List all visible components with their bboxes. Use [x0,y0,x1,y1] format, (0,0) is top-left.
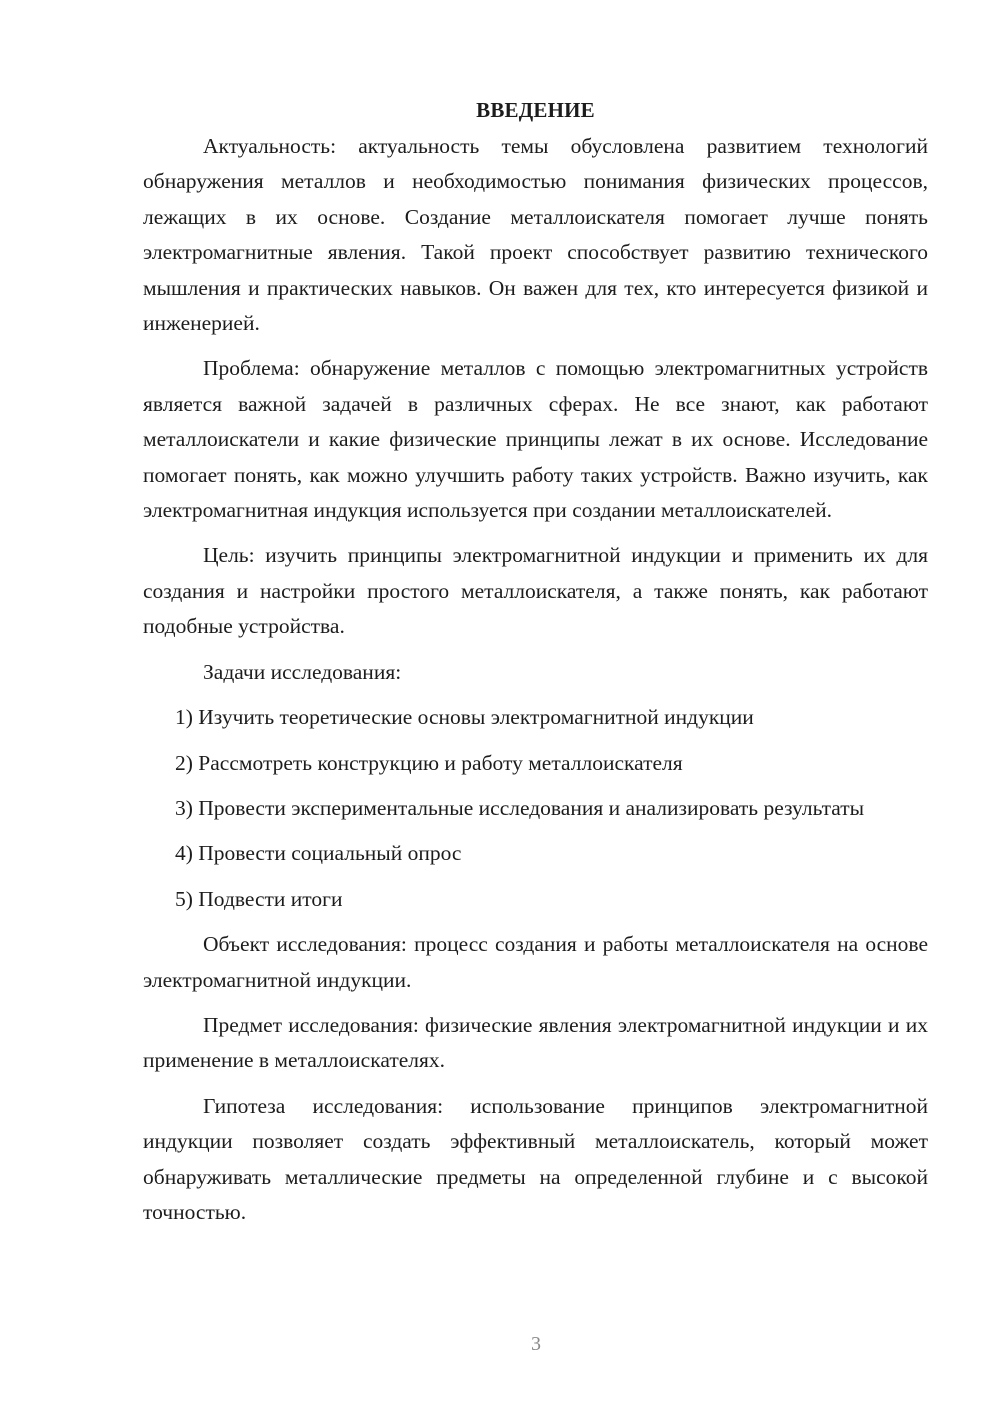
paragraph-hypothesis: Гипотеза исследования: использование принципов электромагнитной индукции позволяет создать эффективный металлоискатель, который может обнаруживать металлические предметы на определенной глубине и с высокой точностью. [143,1093,928,1224]
paragraph-subject: Предмет исследования: физические явления электромагнитной индукции и их применение в металлоискателях. [143,1012,928,1073]
paragraph-problem: Проблема: обнаружение металлов с помощью электромагнитных устройств является важной задачей в различных сферах. Не все знают, как работают металлоискатели и какие физические принципы лежат в их основе. Исследование помогает понять, как можно улучшить работу таких устройств. Важно изучить, как электромагнитная индукция используется при создании металлоискателей. [143,356,928,523]
tasks-heading: Задачи исследования: [203,659,402,684]
task-item-3: 3) Провести экспериментальные исследования и анализировать результаты [175,795,865,820]
document-body [143,92,928,1240]
task-item-1: 1) Изучить теоретические основы электромагнитной индукции [175,705,754,730]
paragraph-relevance: Актуальность: актуальность темы обусловлена развитием технологий обнаружения металлов и необходимостью понимания физических процессов, лежащих в их основе. Создание металлоискателя помогает лучше понять электромагнитные явления. Такой проект способствует развитию технического мышления и практических навыков. Он важен для тех, кто интересуется физикой и инженерией. [143,134,928,336]
paragraph-goal: Цель: изучить принципы электромагнитной индукции и применить их для создания и настройки простого металлоискателя, а также понять, как работают подобные устройства. [143,543,928,639]
page-number: 3 [531,1333,541,1355]
paragraph-object: Объект исследования: процесс создания и работы металлоискателя на основе электромагнитной индукции. [143,932,928,992]
task-item-5: 5) Подвести итоги [175,886,343,911]
tasks-list [143,700,928,917]
section-title: ВВЕДЕНИЕ [476,98,595,122]
task-item-2: 2) Рассмотреть конструкцию и работу металлоискателя [175,750,683,775]
task-item-4: 4) Провести социальный опрос [175,841,462,866]
